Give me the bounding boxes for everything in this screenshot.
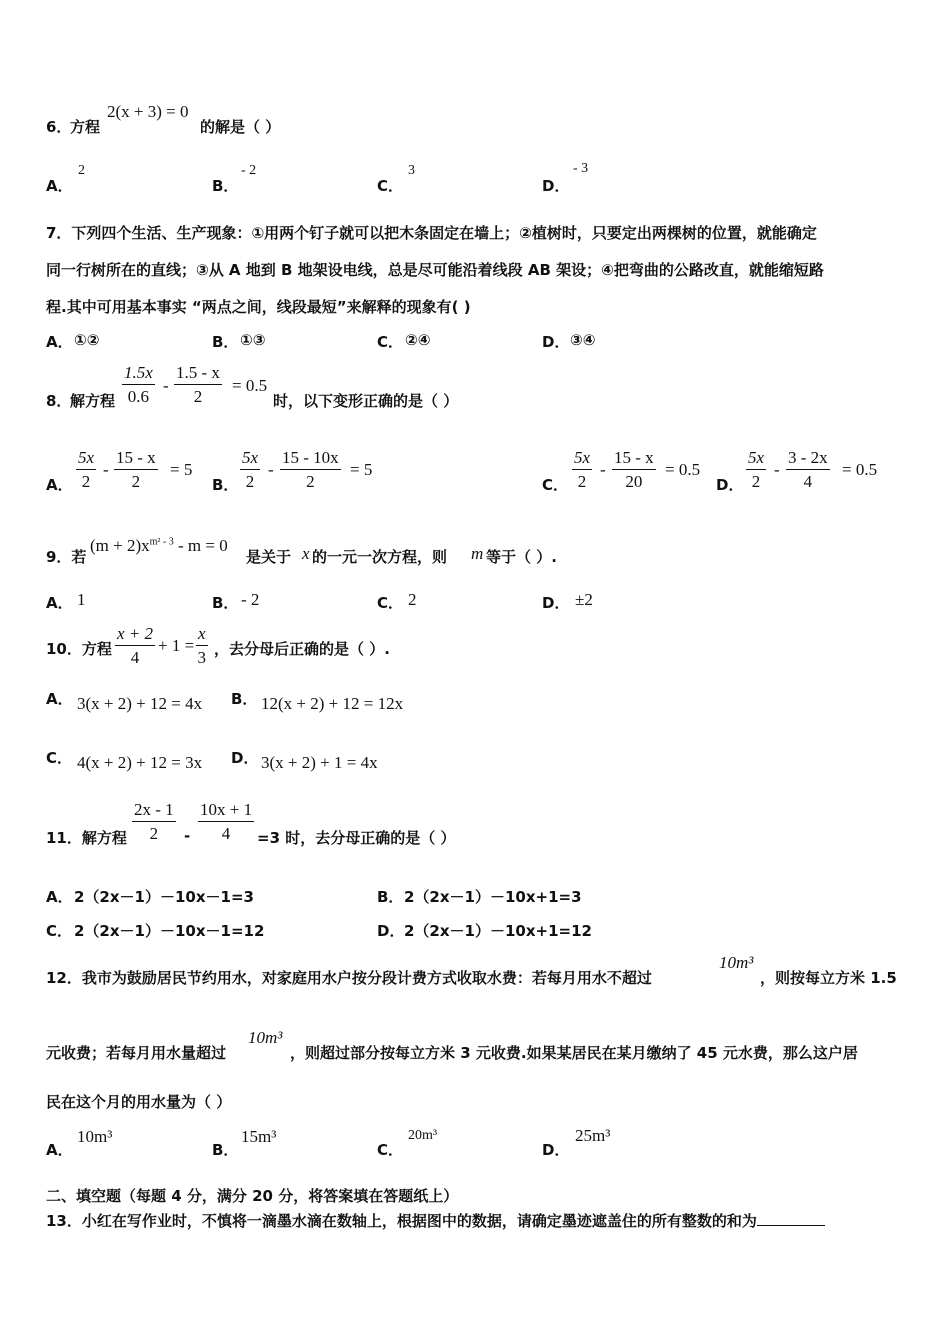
- q8-d-f1-num: 5x: [746, 448, 766, 470]
- q8-b-rhs: = 5: [350, 460, 373, 479]
- q7-option-a-value: ①②: [74, 331, 100, 349]
- q7-option-a-label: A．: [46, 333, 73, 351]
- q8-a-f2-num: 15 - x: [114, 448, 158, 470]
- q9-equation: [90, 536, 228, 556]
- q10-f1-num: x + 2: [115, 624, 155, 646]
- q6-equation: 2(x + 3) = 0: [107, 102, 189, 121]
- q8-number: 8．: [46, 392, 72, 410]
- q12-line-2b: ，则超过部分按每立方米 3 元收费.如果某居民在某月缴纳了 45 元水费，那么这户居: [290, 1044, 858, 1062]
- q11-f2-num: 10x + 1: [198, 800, 254, 822]
- q8-f1-numerator: 1.5x: [122, 363, 155, 385]
- q8-c-f1-den: 2: [577, 472, 587, 491]
- q8-c-f2-num: 15 - x: [612, 448, 656, 470]
- q9-expr-exponent: m² - 3: [149, 536, 174, 548]
- q8-d-minus: -: [774, 460, 780, 479]
- q8-b-f1-num: 5x: [240, 448, 260, 470]
- q9-expr-rest: - m = 0: [173, 536, 228, 555]
- q6-option-b-value: - 2: [241, 163, 257, 178]
- q8-c-fraction-2: [612, 448, 656, 492]
- q9-option-b-label: B．: [212, 594, 239, 612]
- q11-option-d-value: 2（2x－1）－10x+1=12: [404, 922, 592, 940]
- q12-line-3: 民在这个月的用水量为（ ）: [46, 1093, 232, 1111]
- q8-a-fraction-1: [76, 448, 96, 492]
- q8-f2-numerator: 1.5 - x: [174, 363, 222, 385]
- q8-b-f2-num: 15 - 10x: [280, 448, 341, 470]
- q6-number: 6．: [46, 118, 72, 136]
- q9-option-a-value: 1: [77, 590, 86, 609]
- q10-mid: + 1 =: [158, 636, 195, 655]
- q12-line-1a: 12．我市为鼓励居民节约用水，对家庭用水户按分段计费方式收取水费：若每月用水不超过: [46, 969, 652, 987]
- q8-c-f2-den: 20: [625, 472, 643, 491]
- q8-f1-denominator: 0.6: [127, 387, 150, 406]
- q8-f2-denominator: 2: [193, 387, 203, 406]
- q9-expr-base: (m + 2)x: [90, 536, 150, 555]
- q8-option-d-label: D．: [716, 476, 744, 494]
- q11-option-a-value: 2（2x－1）－10x－1=3: [74, 888, 254, 906]
- q8-d-f1-den: 2: [751, 472, 761, 491]
- q10-f2-den: 3: [197, 648, 207, 667]
- q9-option-d-label: D．: [542, 594, 570, 612]
- q10-fraction-2: [196, 624, 208, 668]
- q8-a-f1-den: 2: [81, 472, 91, 491]
- q9-tail: 等于（ ）.: [486, 548, 557, 566]
- q8-option-a-label: A．: [46, 476, 73, 494]
- q8-d-f2-num: 3 - 2x: [786, 448, 830, 470]
- q8-d-f2-den: 4: [803, 472, 813, 491]
- q8-a-f2-den: 2: [131, 472, 141, 491]
- q11-f1-num: 2x - 1: [132, 800, 176, 822]
- q13-prompt: 13．小红在写作业时，不慎将一滴墨水滴在数轴上，根据图中的数据，请确定墨迹遮盖住的所有整数的和为: [46, 1212, 757, 1230]
- q8-a-fraction-2: [114, 448, 158, 492]
- q8-a-f1-num: 5x: [76, 448, 96, 470]
- q11-option-d-label: D．: [377, 922, 405, 940]
- q9-number: 9．若: [46, 548, 87, 566]
- q7-line-1: 7．下列四个生活、生产现象：①用两个钉子就可以把木条固定在墙上；②植树时，只要定出两棵树的位置，就能确定: [46, 224, 817, 242]
- q12-option-c-label: C．: [377, 1141, 404, 1159]
- q10-option-d-label: D．: [231, 749, 259, 767]
- q10-option-a-value: 3(x + 2) + 12 = 4x: [77, 694, 203, 713]
- q11-f1-den: 2: [149, 824, 159, 843]
- q9-option-a-label: A．: [46, 594, 73, 612]
- q8-a-minus: -: [103, 460, 109, 479]
- q10-option-c-value: 4(x + 2) + 12 = 3x: [77, 753, 203, 772]
- q7-line-2: 同一行树所在的直线；③从 A 地到 B 地架设电线，总是尽可能沿着线段 AB 架设；④把弯曲的公路改直，就能缩短路: [46, 261, 824, 279]
- q7-option-b-label: B．: [212, 333, 239, 351]
- q12-option-b-label: B．: [212, 1141, 239, 1159]
- q12-option-d-value: 25m³: [575, 1126, 611, 1145]
- q9-option-c-value: 2: [408, 590, 417, 609]
- q12-option-b-value: 15m³: [241, 1127, 277, 1146]
- q6-option-d-value: - 3: [573, 161, 589, 176]
- q8-lead: 解方程: [70, 392, 116, 410]
- q11-fraction-2: [198, 800, 254, 844]
- q6-option-b-label: B．: [212, 177, 239, 195]
- q13-text: [46, 1210, 825, 1231]
- q12-option-c-value: 20m³: [408, 1128, 438, 1143]
- q8-c-fraction-1: [572, 448, 592, 492]
- q10-number: 10．方程: [46, 640, 112, 658]
- q12-option-a-value: 10m³: [77, 1127, 113, 1146]
- q8-c-f1-num: 5x: [572, 448, 592, 470]
- q6-tail: 的解是（ ）: [200, 118, 281, 136]
- q8-d-fraction-1: [746, 448, 766, 492]
- q13-answer-blank[interactable]: [757, 1211, 825, 1226]
- q9-option-c-label: C．: [377, 594, 404, 612]
- q8-b-f1-den: 2: [245, 472, 255, 491]
- q8-c-minus: -: [600, 460, 606, 479]
- q11-option-b-label: B．: [377, 888, 404, 906]
- q6-option-c-label: C．: [377, 177, 404, 195]
- q8-b-fraction-1: [240, 448, 260, 492]
- q8-d-rhs: = 0.5: [842, 460, 878, 479]
- q7-option-c-label: C．: [377, 333, 404, 351]
- q6-option-d-label: D．: [542, 177, 570, 195]
- q8-a-rhs: = 5: [170, 460, 193, 479]
- q8-option-c-label: C．: [542, 476, 569, 494]
- q8-tail: 时，以下变形正确的是（ ）: [273, 392, 459, 410]
- q8-b-minus: -: [268, 460, 274, 479]
- q9-mid: 是关于: [246, 548, 292, 566]
- q10-tail: ，去分母后正确的是（ ）.: [214, 640, 390, 658]
- q9-var-x: x: [302, 544, 310, 563]
- q9-option-b-value: - 2: [241, 590, 260, 609]
- q6-lead: 方程: [70, 118, 101, 136]
- q8-fraction-1: [122, 363, 155, 407]
- q10-option-d-value: 3(x + 2) + 1 = 4x: [261, 753, 378, 772]
- q7-option-d-value: ③④: [570, 331, 596, 349]
- q7-option-b-value: ①③: [240, 331, 266, 349]
- q8-c-rhs: = 0.5: [665, 460, 701, 479]
- q11-f2-den: 4: [221, 824, 231, 843]
- q11-fraction-1: [132, 800, 176, 844]
- q6-option-a-value: 2: [78, 163, 85, 178]
- q7-line-3: 程.其中可用基本事实 “两点之间，线段最短”来解释的现象有( ): [46, 298, 471, 316]
- q8-b-f2-den: 2: [306, 472, 315, 491]
- q8-rhs: = 0.5: [232, 376, 268, 395]
- q11-option-b-value: 2（2x－1）－10x+1=3: [404, 888, 582, 906]
- q10-option-a-label: A．: [46, 690, 73, 708]
- q10-option-b-label: B．: [231, 690, 258, 708]
- q8-d-fraction-2: [786, 448, 830, 492]
- q11-tail: =3 时，去分母正确的是（ ）: [257, 829, 456, 847]
- q8-option-b-label: B．: [212, 476, 239, 494]
- q11-option-a-label: A．: [46, 888, 73, 906]
- q9-mid-2: 的一元一次方程，则: [312, 548, 448, 566]
- q12-line-1b: ，则按每立方米 1.5: [760, 969, 897, 987]
- q11-minus: -: [184, 827, 191, 845]
- q8-fraction-2: [174, 363, 222, 407]
- q12-unit-2: 10m³: [248, 1028, 283, 1047]
- q10-option-c-label: C．: [46, 749, 73, 767]
- q12-unit-1: 10m³: [719, 953, 754, 972]
- q10-f2-num: x: [196, 624, 208, 646]
- q9-var-m: m: [471, 544, 484, 563]
- q11-number: 11．解方程: [46, 829, 127, 847]
- q10-fraction-1: [115, 624, 155, 668]
- q12-option-a-label: A．: [46, 1141, 73, 1159]
- q11-option-c-label: C．: [46, 922, 73, 940]
- q8-minus: -: [163, 376, 169, 395]
- q7-option-c-value: ②④: [405, 331, 431, 349]
- q7-option-d-label: D．: [542, 333, 570, 351]
- q12-line-2a: 元收费；若每月用水量超过: [46, 1044, 227, 1062]
- q12-option-d-label: D．: [542, 1141, 570, 1159]
- section-2-title: 二、填空题（每题 4 分，满分 20 分，将答案填在答题纸上）: [46, 1187, 459, 1205]
- q10-f1-den: 4: [130, 648, 140, 667]
- q6-option-a-label: A．: [46, 177, 73, 195]
- q9-option-d-value: ±2: [575, 590, 593, 609]
- q6-option-c-value: 3: [408, 163, 415, 178]
- q10-option-b-value: 12(x + 2) + 12 = 12x: [261, 694, 404, 713]
- q8-b-fraction-2: [280, 448, 341, 492]
- q11-option-c-value: 2（2x－1）－10x－1=12: [74, 922, 265, 940]
